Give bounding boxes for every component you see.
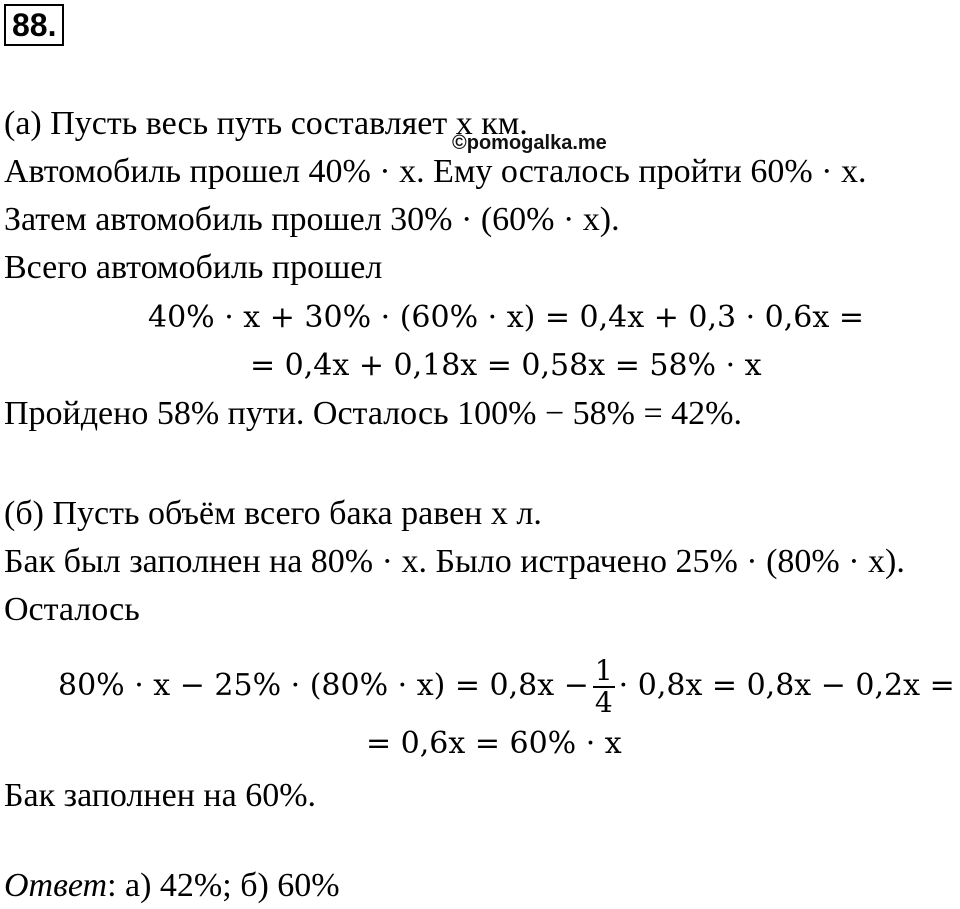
- fraction-denominator: 4: [594, 686, 613, 719]
- part-a-line-1: (а) Пусть весь путь составляет x км.: [4, 105, 528, 142]
- answer-text: : а) 42%; б) 60%: [107, 867, 340, 904]
- watermark: ©pomogalka.me: [452, 132, 607, 154]
- answer-label: Ответ: [4, 867, 108, 904]
- part-a-line-4: Всего автомобиль прошел: [4, 249, 383, 286]
- fraction: [593, 656, 615, 718]
- part-b-conclusion: Бак заполнен на 60%.: [4, 777, 317, 814]
- answer-line: [4, 866, 340, 906]
- problem-number: 88.: [4, 4, 64, 46]
- equation-left: 80% · x − 25% · (80% · x) = 0,8x −: [58, 668, 589, 703]
- part-a-equation-1: 40% · x + 30% · (60% · x) = 0,4x + 0,3 · 0,6x =: [148, 300, 864, 335]
- part-a-line-3: Затем автомобиль прошел 30% · (60% · x).: [4, 201, 620, 238]
- part-b-equation-1: [58, 638, 955, 734]
- part-b-line-2: Бак был заполнен на 80% · x. Было истрачено 25% · (80% · x).: [4, 543, 905, 580]
- part-a-line-2: Автомобиль прошел 40% · x. Ему осталось пройти 60% · x.: [4, 153, 867, 190]
- part-b-equation-2: = 0,6x = 60% · x: [366, 726, 622, 761]
- part-b-line-1: (б) Пусть объём всего бака равен x л.: [4, 495, 542, 532]
- part-a-equation-2: = 0,4x + 0,18x = 0,58x = 58% · x: [250, 348, 762, 383]
- equation-right: · 0,8x = 0,8x − 0,2x =: [618, 668, 955, 703]
- fraction-numerator: 1: [594, 654, 613, 687]
- part-a-conclusion: Пройдено 58% пути. Осталось 100% − 58% = 42%.: [4, 395, 742, 432]
- part-b-line-3: Осталось: [4, 591, 140, 628]
